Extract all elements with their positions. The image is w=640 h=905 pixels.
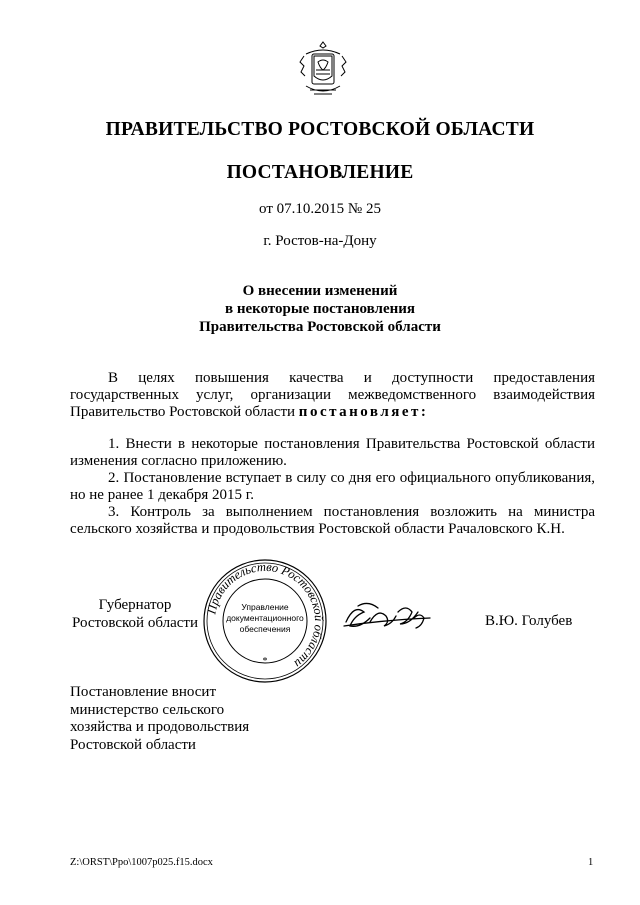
item-line: 1. Внести в некоторые постановления Правительства Ростовской области (108, 436, 595, 452)
preamble-line (70, 404, 595, 421)
submitter-note-line: хозяйства и продовольствия (70, 719, 250, 735)
seal-star: * (262, 656, 268, 667)
seal-ring-text: Правительство Ростовской области (204, 559, 327, 671)
decree-keyword: постановляет: (298, 404, 429, 420)
item-line: 2. Постановление вступает в силу со дня его официального опубликования, (108, 470, 595, 486)
submitter-note-line: Ростовской области (70, 736, 196, 753)
submitter-note (70, 684, 249, 754)
signatory-name: В.Ю. Голубев (485, 613, 573, 629)
page-number: 1 (588, 857, 594, 868)
official-seal (202, 558, 328, 684)
submitter-note-line: Постановление вносит (70, 684, 217, 700)
preamble-line: государственных услуг, организации межведомственного взаимодействия (70, 387, 595, 403)
seal-inner-line: документационного (226, 613, 304, 623)
item-line: 3. Контроль за выполнением постановления возложить на министра (108, 504, 595, 520)
preamble-paragraph (70, 370, 595, 421)
decree-item (70, 504, 595, 538)
submitter-note-line: министерство сельского (70, 701, 225, 718)
signatory-title-line: Губернатор (98, 597, 172, 613)
signatory-title-line: Ростовской области (72, 615, 198, 631)
file-path: Z:\ORST\Ppo\1007p025.f15.docx (70, 857, 213, 868)
handwritten-signature (340, 592, 460, 642)
decree-item (70, 436, 595, 470)
signatory-title (70, 596, 200, 632)
document-subject (0, 282, 640, 336)
city-line: г. Ростов-на-Дону (263, 233, 377, 249)
date-number-line: от 07.10.2015 № 25 (259, 201, 381, 217)
item-line: но не ранее 1 декабря 2015 г. (70, 487, 254, 503)
subject-line: О внесении изменений (242, 283, 398, 299)
preamble-line: В целях повышения качества и доступности предоставления (108, 370, 595, 386)
preamble-text: Правительство Ростовской области (70, 404, 299, 420)
subject-line: в некоторые постановления (224, 301, 416, 317)
coat-of-arms-emblem (296, 40, 350, 100)
item-line: изменения согласно приложению. (70, 453, 287, 469)
subject-line: Правительства Ростовской области (199, 319, 441, 335)
organization-title: ПРАВИТЕЛЬСТВО РОСТОВСКОЙ ОБЛАСТИ (105, 119, 535, 140)
decree-items (70, 436, 595, 538)
seal-inner-line: обеспечения (239, 624, 291, 634)
decree-item (70, 470, 595, 504)
item-line: сельского хозяйства и продовольствия Ростовской области Рачаловского К.Н. (70, 521, 565, 537)
seal-inner-line: Управление (241, 602, 289, 612)
document-type-title: ПОСТАНОВЛЕНИЕ (226, 162, 414, 183)
